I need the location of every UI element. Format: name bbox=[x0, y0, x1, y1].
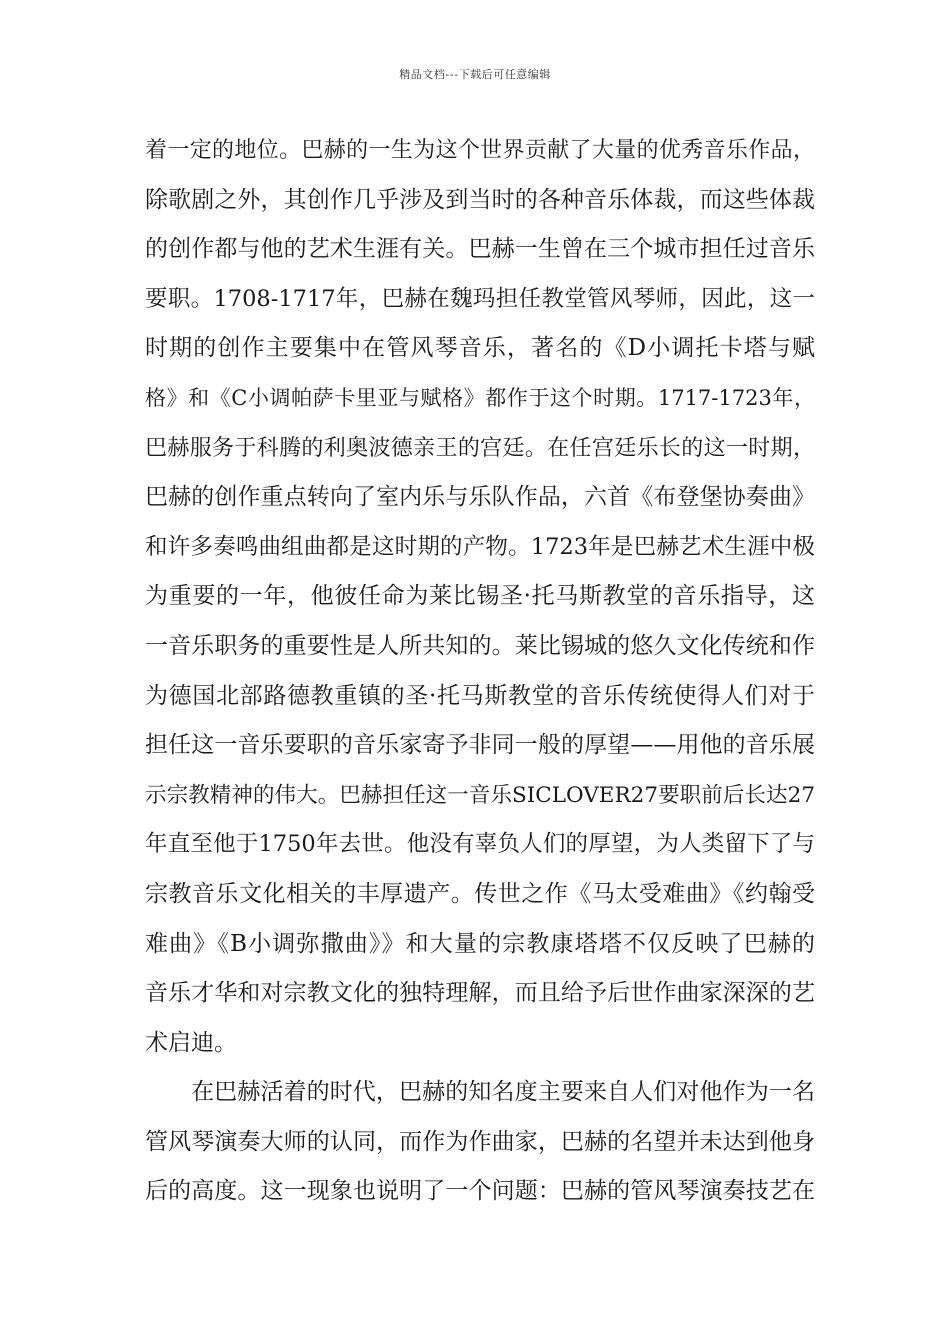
paragraph-2 bbox=[145, 1068, 815, 1217]
text-line: 音乐才华和对宗教文化的独特理解，而且给予后世作曲家深深的艺 bbox=[145, 980, 815, 1007]
text-line: 要职。1708-1717年，巴赫在魏玛担任教堂管风琴师，因此，这一 bbox=[145, 285, 815, 312]
text-line: 宗教音乐文化相关的丰厚遗产。传世之作《马太受难曲》《约翰受 bbox=[145, 880, 815, 907]
body-text bbox=[145, 126, 815, 1217]
text-line: 和许多奏鸣曲组曲都是这时期的产物。1723年是巴赫艺术生涯中极 bbox=[145, 533, 815, 560]
text-line: 巴赫服务于科腾的利奥波德亲王的宫廷。在任宫廷乐长的这一时期， bbox=[145, 435, 815, 461]
text-line: 年直至他于1750年去世。他没有辜负人们的厚望，为人类留下了与 bbox=[145, 831, 815, 858]
text-line: 后的高度。这一现象也说明了一个问题：巴赫的管风琴演奏技艺在 bbox=[145, 1178, 815, 1205]
text-line: 难曲》《B小调弥撒曲》》和大量的宗教康塔塔不仅反映了巴赫的 bbox=[145, 930, 815, 957]
page-header: 精品文档---下载后可任意编辑 bbox=[399, 68, 551, 81]
text-line: 着一定的地位。巴赫的一生为这个世界贡献了大量的优秀音乐作品， bbox=[145, 138, 815, 163]
text-line: 的创作都与他的艺术生涯有关。巴赫一生曾在三个城市担任过音乐 bbox=[145, 236, 815, 263]
text-line: 管风琴演奏大师的认同，而作为作曲家，巴赫的名望并未达到他身 bbox=[145, 1128, 815, 1155]
text-line: 在巴赫活着的时代，巴赫的知名度主要来自人们对他作为一名 bbox=[191, 1079, 815, 1106]
text-line: 为德国北部路德教重镇的圣·托马斯教堂的音乐传统使得人们对于 bbox=[145, 682, 815, 709]
text-line: 巴赫的创作重点转向了室内乐与乐队作品，六首《布登堡协奏曲》 bbox=[145, 484, 815, 511]
text-line: 示宗教精神的伟大。巴赫担任这一音乐SICLOVER27要职前后长达27 bbox=[145, 782, 815, 808]
text-line: 格》和《C小调帕萨卡里亚与赋格》都作于这个时期。1717-1723年， bbox=[145, 385, 815, 410]
text-line: 除歌剧之外，其创作几乎涉及到当时的各种音乐体裁，而这些体裁 bbox=[145, 186, 815, 213]
text-line: 术启迪。 bbox=[145, 1029, 237, 1056]
text-line: 时期的创作主要集中在管风琴音乐，著名的《D小调托卡塔与赋 bbox=[145, 335, 815, 362]
paragraph-1 bbox=[145, 126, 815, 1068]
text-line: 担任这一音乐要职的音乐家寄予非同一般的厚望——用他的音乐展 bbox=[145, 732, 815, 759]
text-line: 一音乐职务的重要性是人所共知的。莱比锡城的悠久文化传统和作 bbox=[145, 632, 815, 659]
text-line: 为重要的一年，他彼任命为莱比锡圣·托马斯教堂的音乐指导，这 bbox=[145, 583, 815, 610]
